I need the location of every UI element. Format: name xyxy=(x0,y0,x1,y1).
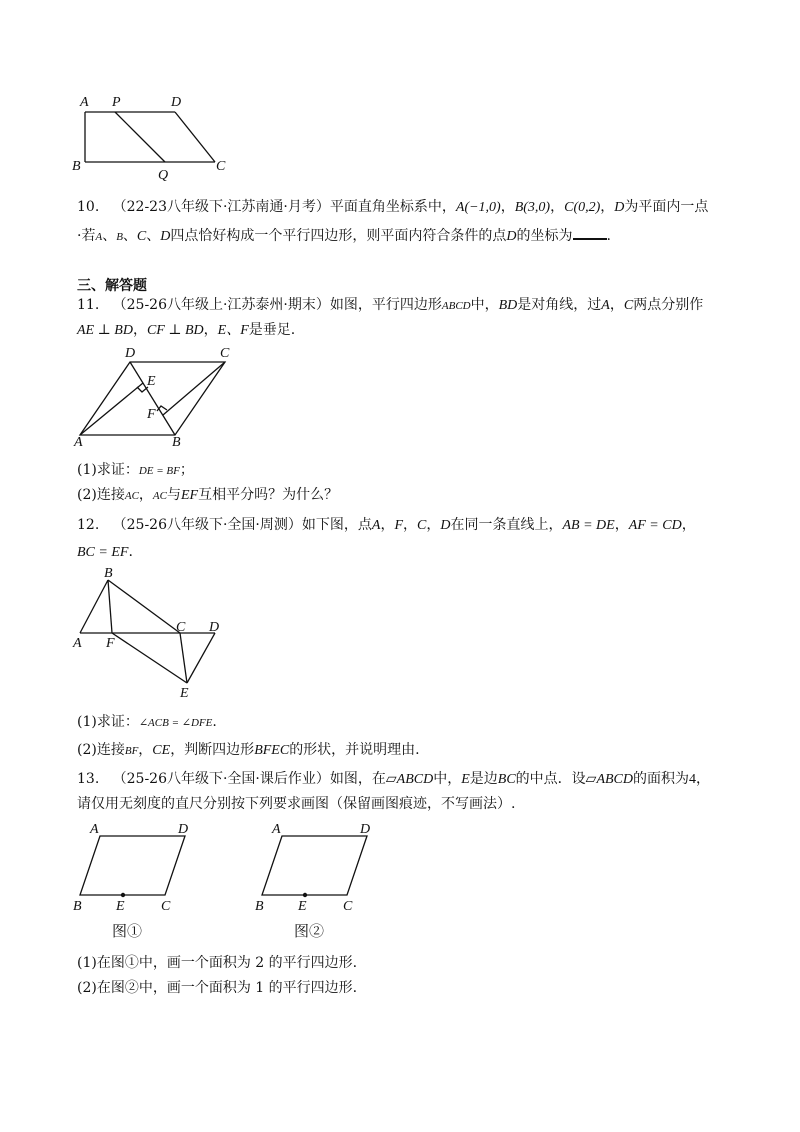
figure-q13-2 xyxy=(252,818,382,943)
q11-p2-ac: AC xyxy=(124,490,139,502)
q12-p2a: (2)连接 xyxy=(77,742,125,758)
figure-q13-1 xyxy=(70,818,200,943)
q11-abcd: ABCD xyxy=(441,300,471,312)
label-D: D xyxy=(178,822,189,837)
q11-ae-perp: AE ⊥ BD xyxy=(77,323,133,338)
q12-line1: 12. （25-26八年级下·全国·周测）如下图，点A，F，C，D在同一条直线上，AB = DE，AF = CD， xyxy=(77,517,696,533)
q10-text1: 平面直角坐标系中， xyxy=(329,199,456,215)
q12-part1 xyxy=(77,713,217,732)
label-F: F xyxy=(147,407,156,422)
q11-number: 11. xyxy=(77,297,100,313)
figure-caption-1: 图① xyxy=(112,924,143,940)
q12-p2-quad: BFEC xyxy=(254,743,290,758)
figure-q11 xyxy=(70,345,250,450)
q10-point-c: C(0,2) xyxy=(564,200,601,215)
q13-para: ▱ABCD xyxy=(385,772,434,787)
q10-line2a: ·若 xyxy=(77,228,96,244)
q12-text2: 在同一条直线上， xyxy=(450,517,563,533)
label-E: E xyxy=(298,899,307,914)
q12-p2-bf: BF xyxy=(124,745,139,757)
q13-source: （25-26八年级下·全国·课后作业） xyxy=(112,771,330,787)
q10-line2b: 四点恰好构成一个平行四边形，则平面内符合条件的点 xyxy=(170,228,507,244)
q12-p2-ce: CE xyxy=(152,743,171,758)
q12-source: （25-26八年级下·全国·周测） xyxy=(112,517,302,533)
q13-para2: ▱ABCD xyxy=(585,772,633,787)
q11-text5: 两点分别作 xyxy=(633,297,704,313)
label-E: E xyxy=(116,899,125,914)
q11-p2d: 互相平分吗？为什么？ xyxy=(198,487,339,503)
q10-point-d: D xyxy=(614,200,625,215)
q13-part2: (2)在图②中，画一个面积为 1 的平行四边形. xyxy=(77,980,358,996)
q11-ef: E、F xyxy=(217,323,249,338)
label-B: B xyxy=(172,435,181,450)
q11-text3: 是对角线，过 xyxy=(517,297,602,313)
label-C: C xyxy=(220,346,230,361)
answer-blank[interactable] xyxy=(573,226,607,240)
label-E: E xyxy=(180,686,189,700)
q11-p1-end: ； xyxy=(179,462,194,478)
label-C: C xyxy=(161,899,171,914)
q13-number: 13. xyxy=(77,771,100,787)
q13-text4: 的中点．设 xyxy=(515,771,586,787)
q11-p2b: ， xyxy=(138,487,153,503)
q12-p1-math: ∠ACB = ∠DFE xyxy=(138,717,213,729)
label-C: C xyxy=(216,159,226,174)
q11-text2: 中， xyxy=(470,297,499,313)
q12-p2b: ，判断四边形 xyxy=(170,742,255,758)
q12-text1: 如下图，点 xyxy=(301,517,372,533)
q12-eq2: AF = CD xyxy=(628,518,682,533)
q10-line2c: 的坐标为 xyxy=(516,228,573,244)
q11-p2a: (2)连接 xyxy=(77,487,125,503)
label-B: B xyxy=(73,899,82,914)
q11-part2 xyxy=(77,486,338,505)
q13-text5: 的面积为 xyxy=(633,771,689,787)
q13-line1 xyxy=(77,770,710,789)
q10-point-a: A(−1,0) xyxy=(455,200,501,215)
q11-line2: AE ⊥ BD，CF ⊥ BD，E、F是垂足. xyxy=(77,322,296,338)
label-D: D xyxy=(209,620,220,635)
label-A: A xyxy=(90,822,99,837)
q11-part1 xyxy=(77,461,194,480)
q10-point-b: B(3,0) xyxy=(514,200,551,215)
q13-area: 4 xyxy=(689,772,696,787)
q13-e: E xyxy=(461,772,470,787)
q11-cf-perp: CF ⊥ BD xyxy=(146,323,204,338)
q13-bc: BC xyxy=(497,772,516,787)
q12-line2: BC = EF. xyxy=(77,544,133,560)
figure-caption-2: 图② xyxy=(294,924,325,940)
q11-p1-math: DE = BF xyxy=(138,465,180,477)
q13-text3: 是边 xyxy=(469,771,498,787)
q13-text6: ， xyxy=(696,771,710,787)
label-C: C xyxy=(343,899,353,914)
q11-c: C xyxy=(623,298,634,313)
q13-text1: 如图，在 xyxy=(329,771,386,787)
q11-p2-ac2: AC xyxy=(152,490,167,502)
section-title: 三、解答题 xyxy=(77,278,147,294)
q12-p1-end: . xyxy=(212,714,217,730)
label-F: F xyxy=(106,636,115,651)
label-E: E xyxy=(147,374,156,389)
q11-text1: 如图，平行四边形 xyxy=(329,297,442,313)
q11-a: A xyxy=(601,298,610,313)
label-C: C xyxy=(176,620,186,635)
q11-line2d: 是垂足. xyxy=(248,322,296,338)
q11-p2c: 与 xyxy=(166,487,181,503)
label-B: B xyxy=(255,899,264,914)
q10-source: （22-23八年级下·江苏南通·月考） xyxy=(112,199,330,215)
label-D: D xyxy=(360,822,371,837)
label-B: B xyxy=(104,566,113,581)
q12-number: 12. xyxy=(77,517,100,533)
q10-line1: 10. （22-23八年级下·江苏南通·月考）平面直角坐标系中，A(−1,0)，B(3,0)，C(0,2)，D为平面内一点 xyxy=(77,199,709,215)
label-D: D xyxy=(125,346,136,361)
label-A: A xyxy=(80,95,89,110)
label-A: A xyxy=(73,636,82,651)
label-A: A xyxy=(74,435,83,450)
q11-text4: ， xyxy=(609,297,624,313)
q13-text2: 中， xyxy=(433,771,462,787)
q11-source: （25-26八年级上·江苏泰州·期末） xyxy=(112,297,330,313)
q12-p1-label: (1)求证： xyxy=(77,714,139,730)
q12-p2c: 的形状，并说明理由. xyxy=(289,742,420,758)
q10-line2: ·若A、B、C、D四点恰好构成一个平行四边形，则平面内符合条件的点D的坐标为 . xyxy=(77,228,611,244)
label-D: D xyxy=(171,95,182,110)
label-P: P xyxy=(112,95,121,110)
figure-q9 xyxy=(70,90,240,185)
label-Q: Q xyxy=(158,168,169,183)
q10-number: 10. xyxy=(77,199,100,215)
q12-eq3: BC = EF xyxy=(77,545,129,560)
q11-p2-ef: EF xyxy=(180,488,199,503)
q13-line2: 请仅用无刻度的直尺分别按下列要求画图（保留画图痕迹，不写画法）. xyxy=(77,796,516,812)
q10-text2: 为平面内一点 xyxy=(624,199,709,215)
q10-line2-end: . xyxy=(606,228,611,244)
q13-part1: (1)在图①中，画一个面积为 2 的平行四边形. xyxy=(77,955,358,971)
label-A: A xyxy=(272,822,281,837)
q11-line1 xyxy=(77,296,703,315)
figure-q12 xyxy=(70,565,240,700)
q12-eq1: AB = DE xyxy=(562,518,615,533)
q12-part2: (2)连接BF，CE，判断四边形BFEC的形状，并说明理由. xyxy=(77,742,420,758)
label-B: B xyxy=(72,159,81,174)
q11-p1-label: (1)求证： xyxy=(77,462,139,478)
q11-bd: BD xyxy=(498,298,518,313)
